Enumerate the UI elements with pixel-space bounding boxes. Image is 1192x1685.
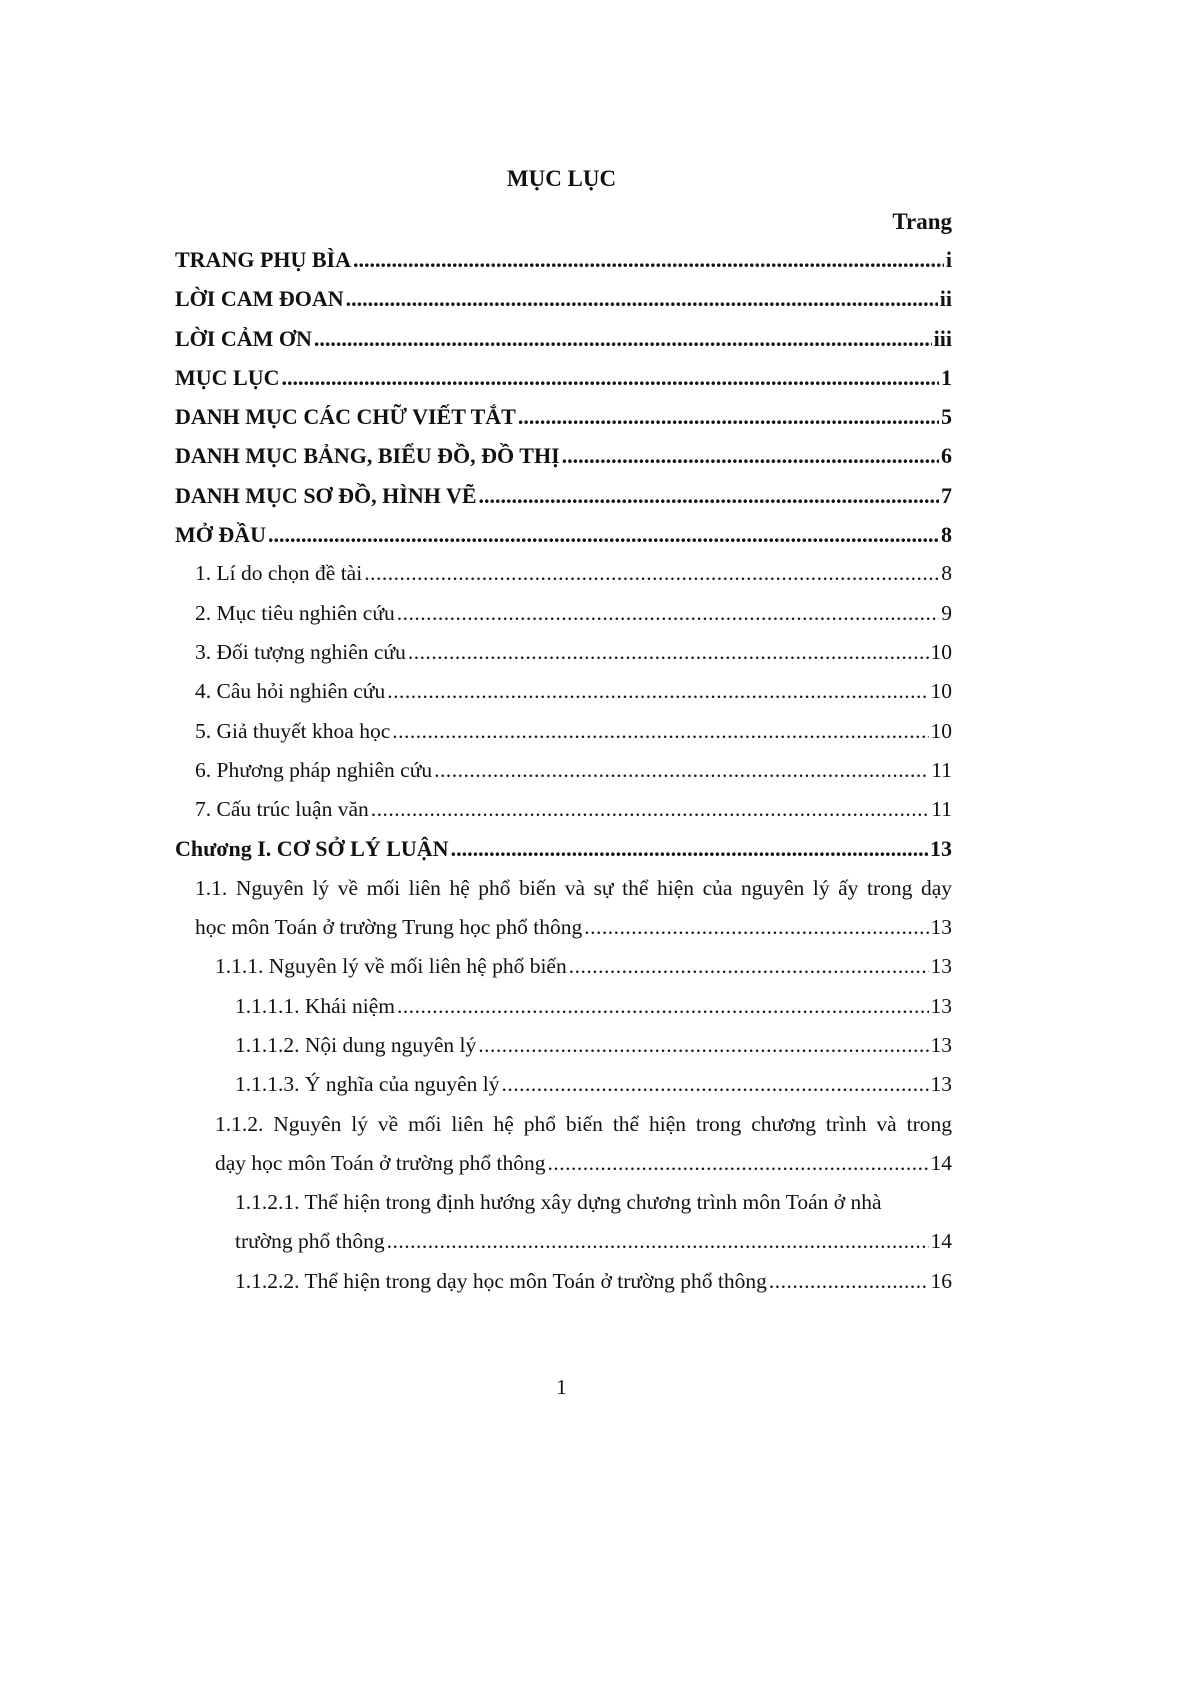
toc-entry: [175, 829, 952, 868]
toc-entry-page: 14: [930, 1150, 952, 1175]
toc-entry: [175, 279, 952, 318]
toc-leader-dots: [408, 633, 929, 672]
toc-leader-dots: [434, 751, 929, 790]
toc-leader-dots: [397, 987, 928, 1026]
toc-entry-page: 10: [930, 639, 952, 664]
toc-entry-label-line1: 1.1. Nguyên lý về mối liên hệ phổ biến và sự thể hiện của nguyên lý ấy trong dạy: [195, 875, 952, 900]
toc-entry-label: Chương I. CƠ SỞ LÝ LUẬN: [175, 836, 449, 862]
toc-leader-dots: [502, 1065, 929, 1104]
toc-entry-label: DANH MỤC BẢNG, BIỂU ĐỒ, ĐỒ THỊ: [175, 443, 560, 469]
toc-entry-page: 14: [930, 1229, 952, 1254]
toc-leader-dots: [478, 1026, 928, 1065]
toc-entry-page: 6: [941, 443, 952, 469]
toc-entry-label: DANH MỤC SƠ ĐỒ, HÌNH VẼ: [175, 482, 477, 508]
toc-leader-dots: [314, 319, 932, 358]
toc-entry: [175, 908, 952, 947]
toc-entry-label: MỞ ĐẦU: [175, 522, 267, 548]
toc-leader-dots: [584, 908, 928, 947]
toc-entry-label: TRANG PHỤ BÌA: [175, 247, 352, 272]
toc-entry: [175, 1144, 952, 1183]
toc-entry-page: 5: [941, 404, 952, 430]
toc-entry: [175, 751, 952, 790]
toc-entry: [175, 672, 952, 711]
toc-entry-label: 3. Đối tượng nghiên cứu: [195, 639, 406, 664]
toc-leader-dots: [387, 1222, 929, 1261]
toc-entry: [175, 436, 952, 475]
toc-entry: [175, 554, 952, 593]
toc-entry: [175, 947, 952, 986]
toc-entry: [175, 358, 952, 397]
toc-entry-page: 7: [941, 482, 952, 508]
toc-leader-dots: [346, 279, 938, 318]
toc-entry-page: 11: [931, 797, 952, 822]
toc-entry: [175, 594, 952, 633]
toc-entry-label: 2. Mục tiêu nghiên cứu: [195, 600, 395, 625]
toc-entry: [175, 633, 952, 672]
toc-entry-label: 4. Câu hỏi nghiên cứu: [195, 679, 386, 704]
page-title: MỤC LỤC: [506, 166, 617, 191]
toc-entry-page: 13: [930, 915, 952, 940]
toc-leader-dots: [562, 436, 939, 475]
toc-entry-label: 1.1.1. Nguyên lý về mối liên hệ phổ biến: [215, 954, 567, 979]
toc-leader-dots: [397, 594, 940, 633]
page-number: 1: [556, 1375, 567, 1399]
toc-entry-label: 1.1.2.2. Thể hiện trong dạy học môn Toán ở trường phổ thông: [235, 1268, 767, 1293]
toc-entry-page: 10: [930, 718, 952, 743]
toc-entry-page: 13: [930, 993, 952, 1018]
toc-entry-label: LỜI CAM ĐOAN: [175, 286, 344, 312]
page-column-label: Trang: [892, 209, 952, 234]
toc-entry: [175, 397, 952, 436]
toc-leader-dots: [268, 515, 939, 554]
toc-entry: [175, 476, 952, 515]
toc-leader-dots: [371, 790, 930, 829]
toc-entry: [175, 515, 952, 554]
toc-leader-dots: [392, 712, 928, 751]
toc-entry: [175, 987, 952, 1026]
toc-entry-label: 1. Lí do chọn đề tài: [195, 561, 363, 586]
toc-entry-page: 13: [930, 1032, 952, 1057]
toc-entry-label: DANH MỤC CÁC CHỮ VIẾT TẮT: [175, 404, 516, 430]
toc-entry-label-line1: 1.1.2. Nguyên lý về mối liên hệ phổ biến thể hiện trong chương trình và trong: [215, 1111, 952, 1136]
table-of-contents: [175, 240, 952, 1301]
toc-entry-label: 1.1.1.3. Ý nghĩa của nguyên lý: [235, 1072, 500, 1097]
toc-leader-dots: [518, 397, 939, 436]
toc-entry-label-line1: 1.1.2.1. Thể hiện trong định hướng xây dựng chương trình môn Toán ở nhà: [235, 1190, 882, 1215]
toc-entry-label: học môn Toán ở trường Trung học phổ thông: [195, 915, 583, 940]
toc-entry-page: 8: [941, 561, 952, 586]
toc-entry-label: MỤC LỤC: [175, 364, 280, 390]
toc-entry-label: 1.1.1.1. Khái niệm: [235, 993, 396, 1018]
toc-entry-page: iii: [933, 325, 952, 351]
toc-entry-label: 6. Phương pháp nghiên cứu: [195, 757, 433, 782]
toc-leader-dots: [451, 829, 928, 868]
toc-leader-dots: [769, 1262, 929, 1301]
toc-entry-page: 13: [930, 836, 952, 862]
toc-entry-label: trường phổ thông: [235, 1229, 385, 1254]
toc-entry: [175, 1065, 952, 1104]
toc-entry: [175, 1026, 952, 1065]
toc-leader-dots: [282, 358, 940, 397]
toc-entry-label: dạy học môn Toán ở trường phổ thông: [215, 1150, 546, 1175]
toc-entry: [175, 319, 952, 358]
toc-entry-page: 16: [930, 1268, 952, 1293]
toc-entry-label: 5. Giả thuyết khoa học: [195, 718, 391, 743]
toc-entry-page: 9: [941, 600, 952, 625]
toc-entry: [175, 1262, 952, 1301]
toc-entry-page: 1: [941, 364, 952, 390]
toc-entry-label: 7. Cấu trúc luận văn: [195, 797, 369, 822]
toc-entry-page: i: [945, 247, 952, 272]
toc-entry-page: ii: [939, 286, 952, 312]
toc-leader-dots: [364, 554, 939, 593]
toc-entry-page: 10: [930, 679, 952, 704]
toc-leader-dots: [353, 240, 944, 279]
toc-entry-page: 8: [941, 522, 952, 548]
toc-entry-label: 1.1.1.2. Nội dung nguyên lý: [235, 1032, 477, 1057]
toc-leader-dots: [547, 1144, 928, 1183]
toc-entry: [175, 712, 952, 751]
toc-leader-dots: [479, 476, 939, 515]
toc-entry-label: LỜI CẢM ƠN: [175, 325, 312, 351]
toc-entry-page: 13: [930, 954, 952, 979]
toc-entry: [175, 240, 952, 279]
toc-leader-dots: [569, 947, 929, 986]
toc-entry: [175, 790, 952, 829]
toc-entry: [175, 1222, 952, 1261]
toc-entry-page: 11: [931, 757, 952, 782]
toc-entry-page: 13: [930, 1072, 952, 1097]
toc-leader-dots: [387, 672, 928, 711]
